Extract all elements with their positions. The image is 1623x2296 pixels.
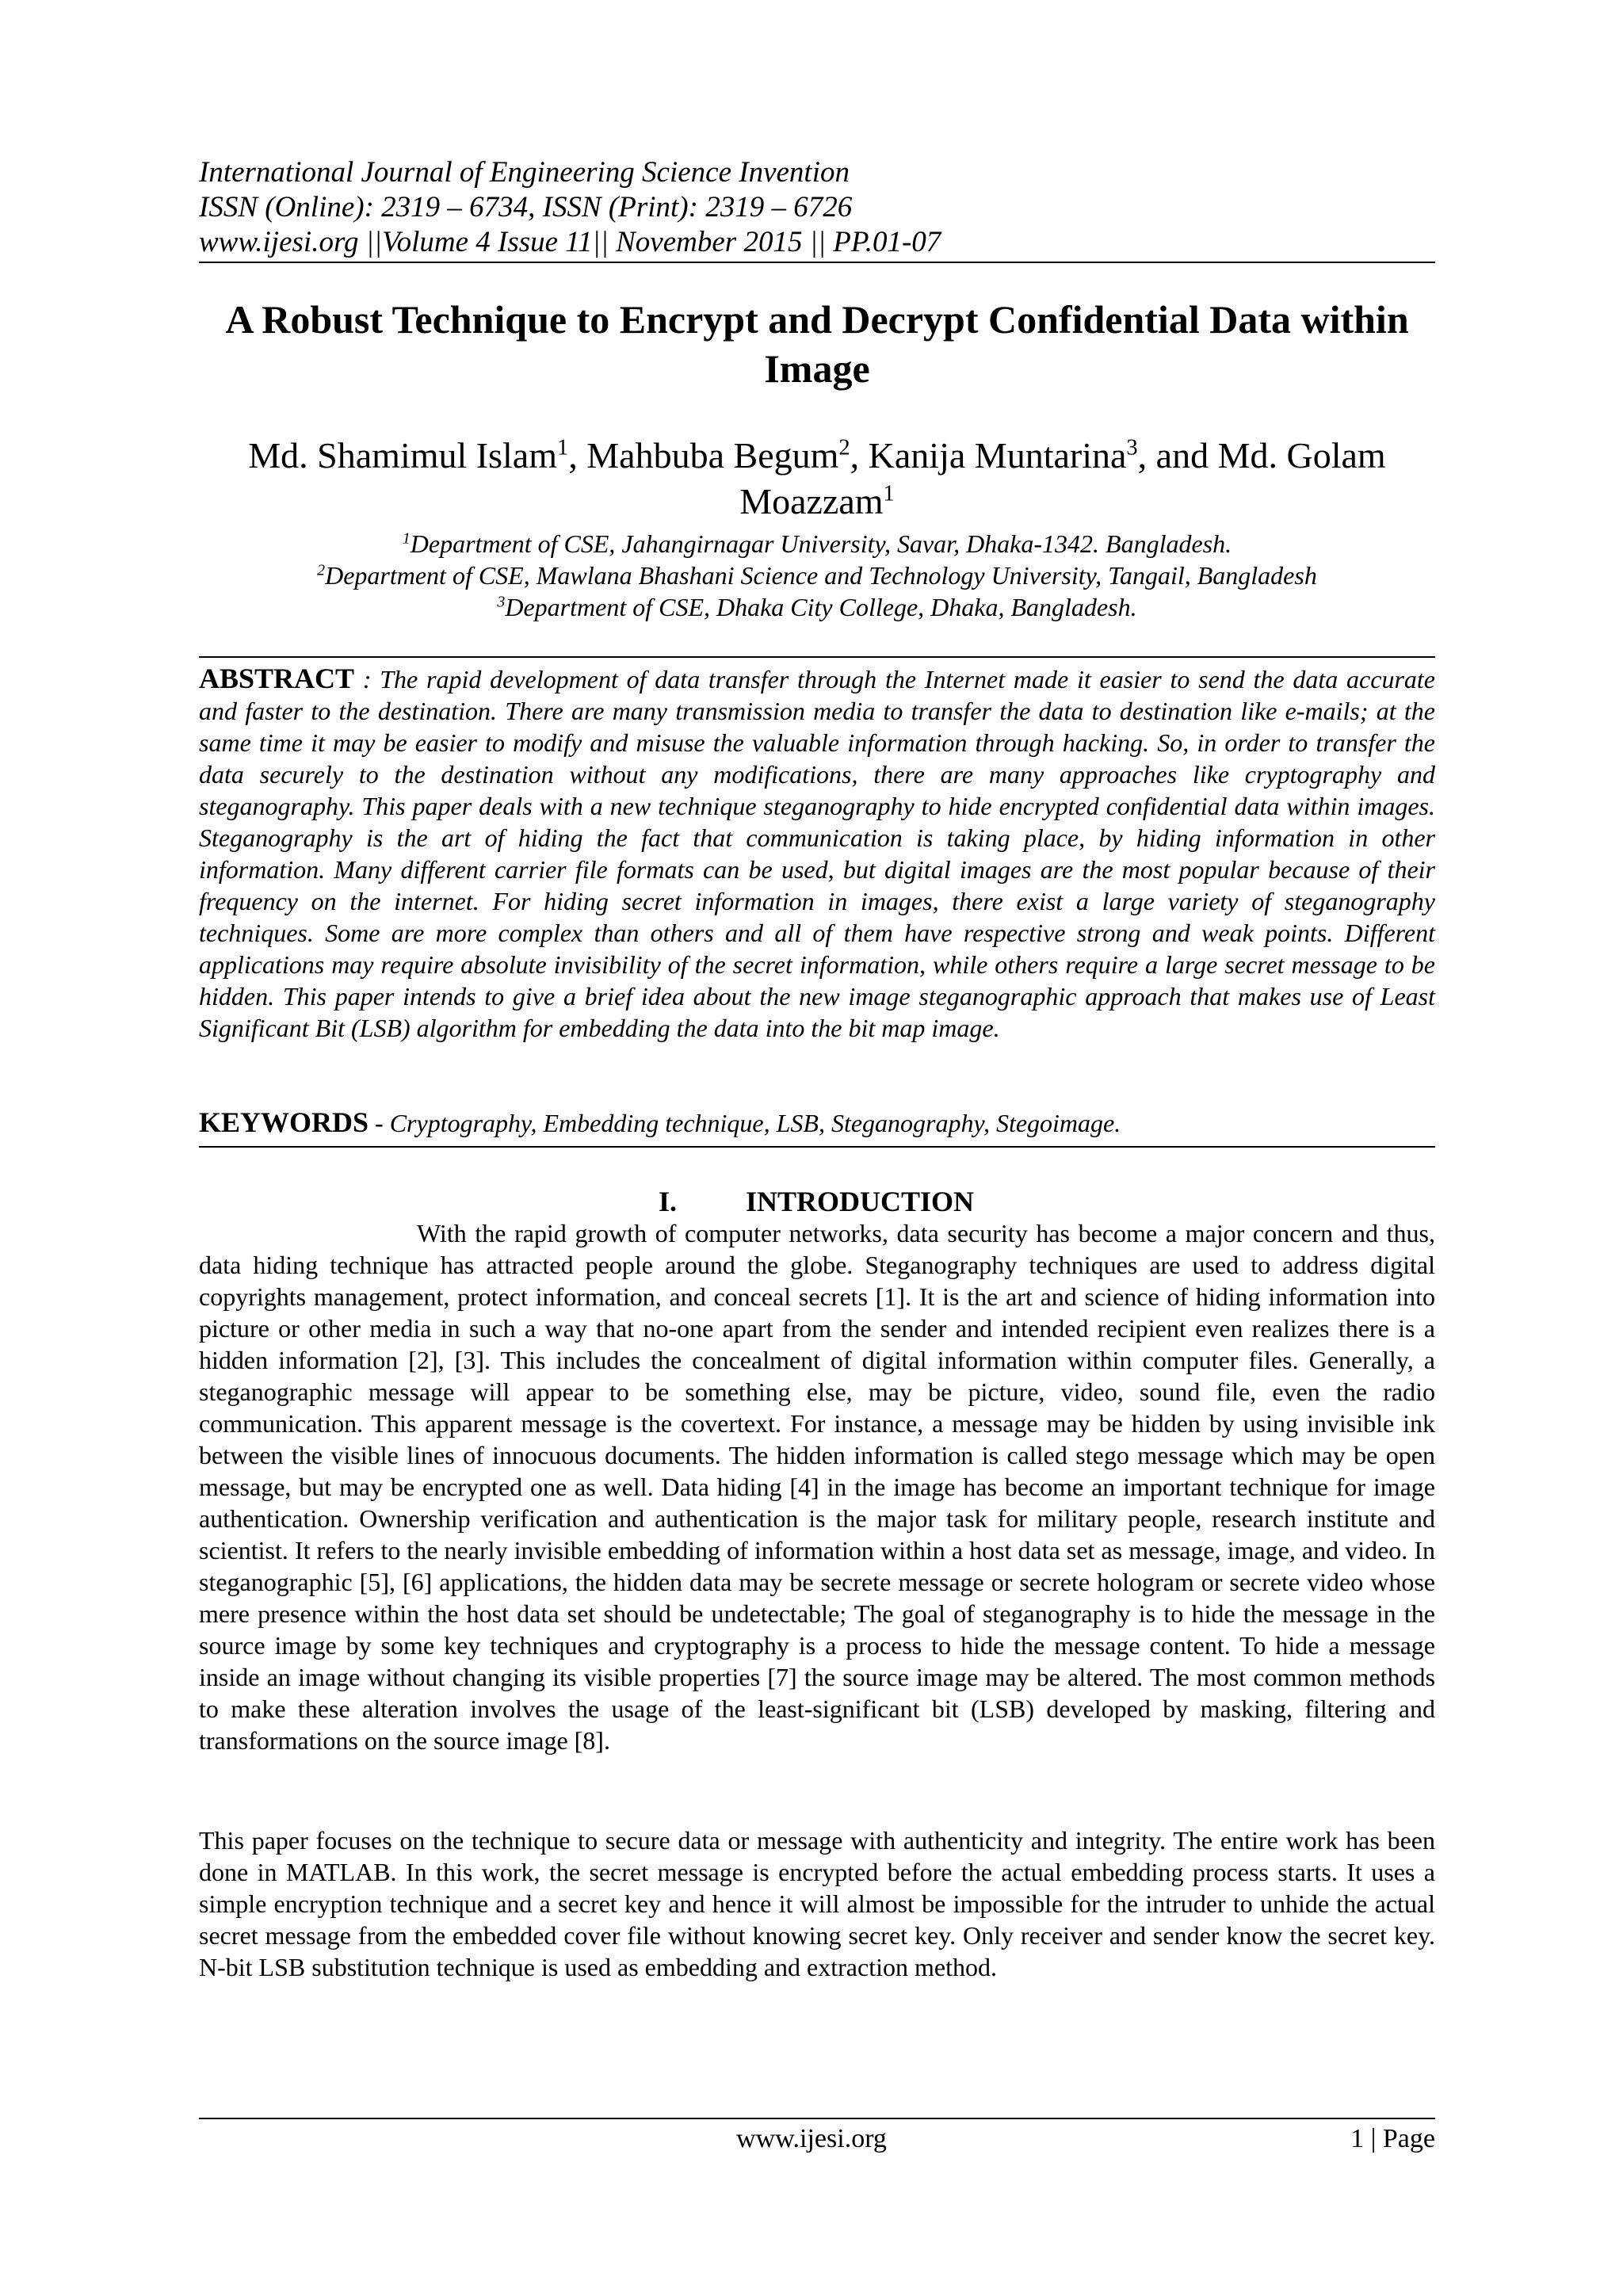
- keywords: [199, 1106, 1435, 1139]
- affiliation: [199, 528, 1435, 560]
- author-separator: , and: [1137, 435, 1218, 476]
- footer-divider: [199, 2118, 1435, 2119]
- affiliation-text: Department of CSE, Jahangirnagar University, Savar, Dhaka-1342. Bangladesh.: [410, 529, 1232, 558]
- keywords-separator: -: [369, 1109, 390, 1137]
- author-list: [199, 433, 1435, 525]
- section-number: I.: [659, 1186, 678, 1217]
- author-separator: ,: [568, 435, 587, 476]
- affiliation-text: Department of CSE, Dhaka City College, Dhaka, Bangladesh.: [505, 593, 1137, 621]
- journal-issn: ISSN (Online): 2319 – 6734, ISSN (Print): 2319 – 6726: [199, 191, 853, 223]
- author-name: Md. Golam Moazzam: [739, 435, 1386, 521]
- body-paragraph: With the rapid growth of computer networks, data security has become a major concern and thus, data hiding technique has attracted people around the globe. Steganography techniques are used to address digital copyrights management, protect information, and conceal secrets [1]. It is the art and science of hiding information into picture or other media in such a way that no-one apart from the sender and intended recipient even realizes there is a hidden information [2], [3]. This includes the concealment of digital information within computer files. Generally, a steganographic message will appear to be something else, may be picture, video, sound file, even the radio communication. This apparent message is the covertext. For instance, a message may be hidden by using invisible ink between the visible lines of innocuous documents. The hidden information is called stego message which may be open message, but may be encrypted one as well. Data hiding [4] in the image has become an important technique for image authentication. Ownership verification and authentication is the major task for military people, research institute and scientist. It refers to the nearly invisible embedding of information within a host data set as message, image, and video. In steganographic [5], [6] applications, the hidden data may be secrete message or secrete hologram or secrete video whose mere presence within the host data set should be undetectable; The goal of steganography is to hide the message in the source image by some key techniques and cryptography is a process to hide the message content. To hide a message inside an image without changing its visible properties [7] the source image may be altered. The most common methods to make these alteration involves the usage of the least-significant bit (LSB) developed by masking, filtering and transformations on the source image [8].: [199, 1219, 1435, 1755]
- journal-header: [199, 155, 1435, 260]
- author-superscript: 3: [1126, 435, 1138, 460]
- keywords-label: KEYWORDS: [199, 1106, 369, 1138]
- paper-title: A Robust Technique to Encrypt and Decrypt Confidential Data within Image: [225, 297, 1409, 391]
- author-superscript: 1: [883, 481, 895, 506]
- keywords-divider: [199, 1146, 1435, 1148]
- journal-name: International Journal of Engineering Science Invention: [199, 156, 850, 189]
- section-title: INTRODUCTION: [746, 1186, 975, 1217]
- affiliation-text: Department of CSE, Mawlana Bhashani Science and Technology University, Tangail, Bangladesh: [325, 561, 1317, 590]
- author-name: Mahbuba Begum: [586, 435, 839, 476]
- journal-volume: www.ijesi.org ||Volume 4 Issue 11|| November 2015 || PP.01-07: [199, 226, 941, 258]
- affiliation-superscript: 1: [402, 529, 411, 548]
- abstract-separator: :: [354, 665, 380, 693]
- author-superscript: 1: [557, 435, 569, 460]
- header-divider: [199, 262, 1435, 263]
- affiliation: [199, 591, 1435, 623]
- affiliation-list: [199, 528, 1435, 623]
- author-name: Md. Shamimul Islam: [248, 435, 558, 476]
- abstract: [199, 663, 1435, 1044]
- author-name: Kanija Muntarina: [868, 435, 1127, 476]
- footer-page-number: 1 | Page: [1350, 2124, 1435, 2153]
- footer-website: www.ijesi.org: [736, 2124, 887, 2153]
- affiliation-superscript: 2: [317, 561, 326, 579]
- affiliation-superscript: 3: [497, 593, 506, 611]
- affiliation: [199, 560, 1435, 591]
- abstract-label: ABSTRACT: [199, 663, 355, 694]
- author-superscript: 2: [838, 435, 850, 460]
- abstract-text: The rapid development of data transfer through the Internet made it easier to send the data accurate and faster to the destination. There are many transmission media to transfer the data to destination like e-mails; at the same time it may be easier to modify and misuse the valuable information through hacking. So, in order to transfer the data securely to the destination without any modifications, there are many approaches like cryptography and steganography. This paper deals with a new technique steganography to hide encrypted confidential data within images. Steganography is the art of hiding the fact that communication is taking place, by hiding information in other information. Many different carrier file formats can be used, but digital images are the most popular because of their frequency on the internet. For hiding secret information in images, there exist a large variety of steganography techniques. Some are more complex than others and all of them have respective strong and weak points. Different applications may require absolute invisibility of the secret information, while others require a large secret message to be hidden. This paper intends to give a brief idea about the new image steganographic approach that makes use of Least Significant Bit (LSB) algorithm for embedding the data into the bit map image.: [199, 665, 1435, 1042]
- keywords-text: Cryptography, Embedding technique, LSB, Steganography, Stegoimage.: [389, 1109, 1121, 1137]
- body-paragraph: This paper focuses on the technique to secure data or message with authenticity and integrity. The entire work has been done in MATLAB. In this work, the secret message is encrypted before the actual embedding process starts. It uses a simple encryption technique and a secret key and hence it will almost be impossible for the intruder to unhide the actual secret message from the embedded cover file without knowing secret key. Only receiver and sender know the secret key. N-bit LSB substitution technique is used as embedding and extraction method.: [199, 1826, 1435, 1981]
- author-separator: ,: [850, 435, 869, 476]
- abstract-divider: [199, 656, 1435, 658]
